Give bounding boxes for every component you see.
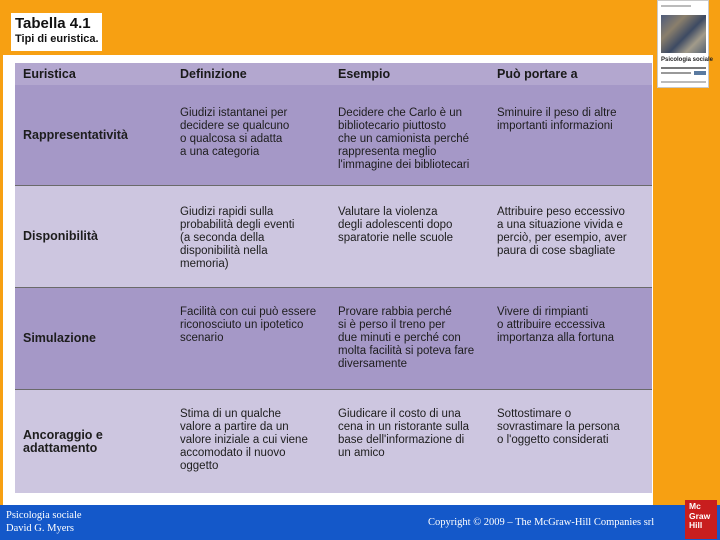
header-esempio: Esempio (338, 67, 391, 81)
footer-copyright: Copyright © 2009 – The McGraw-Hill Companies srl (428, 517, 655, 528)
cell-line: importanza alla fortuna (497, 332, 614, 344)
mcgraw-hill-logo (685, 500, 717, 539)
cell-esempio (330, 85, 489, 185)
cell-line: valore a partire da un (180, 421, 289, 433)
cell-line: scenario (180, 332, 224, 344)
cell-line: o qualcosa si adatta (180, 133, 283, 145)
cell-line: paura di cose sbagliate (497, 245, 616, 257)
footer-book-info (6, 509, 82, 535)
cell-line: Provare rabbia perché (338, 306, 452, 318)
row-label: Disponibilità (23, 229, 98, 243)
cell-line: Giudizi istantanei per (180, 107, 288, 119)
table-frame (3, 55, 653, 505)
book-cover-top-line (661, 5, 691, 7)
cell-line: disponibilità nella (180, 245, 268, 257)
book-cover-line (661, 72, 691, 74)
cell-line: Facilità con cui può essere (180, 306, 317, 318)
cell-line: molta facilità si poteva fare (338, 345, 475, 357)
cell-line: Stima di un qualche (180, 408, 282, 420)
cell-line: base dell'informazione di (338, 434, 465, 446)
cell-porta-a (489, 390, 652, 493)
cell-esempio (330, 390, 489, 493)
cell-line: a una situazione vivida e (497, 219, 623, 231)
row-label-line: adattamento (23, 440, 98, 455)
table-caption (11, 13, 102, 51)
cell-esempio (330, 186, 489, 287)
cell-line: Giudicare il costo di una (338, 408, 461, 420)
book-cover-line (661, 67, 706, 69)
cell-line: riconosciuto un ipotetico (180, 319, 304, 331)
table-row (15, 186, 652, 287)
table-header-row (15, 63, 652, 85)
cell-line: valore iniziale a cui viene (180, 434, 308, 446)
cell-line: l'immagine dei bibliotecari (338, 159, 470, 171)
cell-line: accomodato il nuovo (180, 447, 286, 459)
cell-definizione (172, 288, 330, 389)
cell-line: Valutare la violenza (338, 206, 438, 218)
cell-line: degli adolescenti dopo (338, 219, 453, 231)
book-cover-title: Psicologia sociale (661, 57, 714, 63)
cell-line: perciò, per esempio, aver (497, 232, 627, 244)
cell-line: memoria) (180, 258, 229, 270)
cell-esempio (330, 288, 489, 389)
cell-line: o attribuire eccessiva (497, 319, 606, 331)
table-title: Tabella 4.1 (15, 15, 91, 32)
header-porta-a: Può portare a (497, 67, 578, 81)
cell-line: che un camionista perché (338, 133, 470, 145)
cell-line: Giudizi rapidi sulla (180, 206, 274, 218)
row-label (15, 390, 172, 493)
cell-line: cena in un ristorante sulla (338, 421, 470, 433)
row-label: Rappresentatività (23, 127, 128, 142)
table-row (15, 288, 652, 389)
book-cover-line (661, 81, 706, 83)
row-label: Simulazione (23, 331, 96, 345)
row-label-line: Ancoraggio e (23, 427, 103, 442)
cell-line: sparatorie nelle scuole (338, 232, 454, 244)
book-cover-thumbnail (657, 0, 714, 88)
cell-line: diversamente (338, 358, 408, 370)
cell-line: Sottostimare o (497, 408, 572, 420)
cell-line: bibliotecario piuttosto (338, 120, 447, 132)
cell-porta-a (489, 85, 652, 185)
cell-line: oggetto (180, 460, 219, 472)
cell-line: Sminuire il peso di altre (497, 107, 617, 119)
cell-line: a una categoria (180, 146, 260, 158)
header-euristica: Euristica (23, 67, 76, 81)
cell-definizione (172, 85, 330, 185)
logo-line: Mc (689, 501, 701, 511)
header-definizione: Definizione (180, 67, 247, 81)
cell-line: o l'oggetto considerati (497, 434, 609, 446)
cell-line: rappresenta meglio (338, 146, 437, 158)
cell-line: un amico (338, 447, 385, 459)
cell-line: Attribuire peso eccessivo (497, 206, 625, 218)
cell-line: (a seconda della (180, 232, 265, 244)
cell-line: decidere se qualcuno (180, 120, 290, 132)
cell-line: Decidere che Carlo è un (338, 107, 463, 119)
logo-line: Graw (689, 510, 711, 521)
cell-line: si è perso il treno per (338, 319, 446, 331)
cell-porta-a (489, 288, 652, 389)
footer-book-title: Psicologia sociale (6, 510, 82, 521)
cell-definizione (172, 186, 330, 287)
cell-line: sovrastimare la persona (497, 421, 620, 433)
cell-line: due minuti e perché con (338, 332, 461, 344)
book-cover-mark (694, 71, 706, 75)
cell-line: probabilità degli eventi (180, 219, 295, 231)
table-subtitle: Tipi di euristica. (15, 33, 99, 45)
cell-line: importanti informazioni (497, 120, 613, 132)
book-cover-image (661, 15, 706, 53)
logo-line: Hill (689, 520, 703, 530)
cell-porta-a (489, 186, 652, 287)
cell-line: Vivere di rimpianti (497, 306, 589, 318)
heuristics-table (15, 63, 655, 540)
table-row (15, 85, 652, 185)
cell-definizione (172, 390, 330, 493)
table-row (15, 390, 652, 493)
footer-author: David G. Myers (6, 523, 74, 534)
